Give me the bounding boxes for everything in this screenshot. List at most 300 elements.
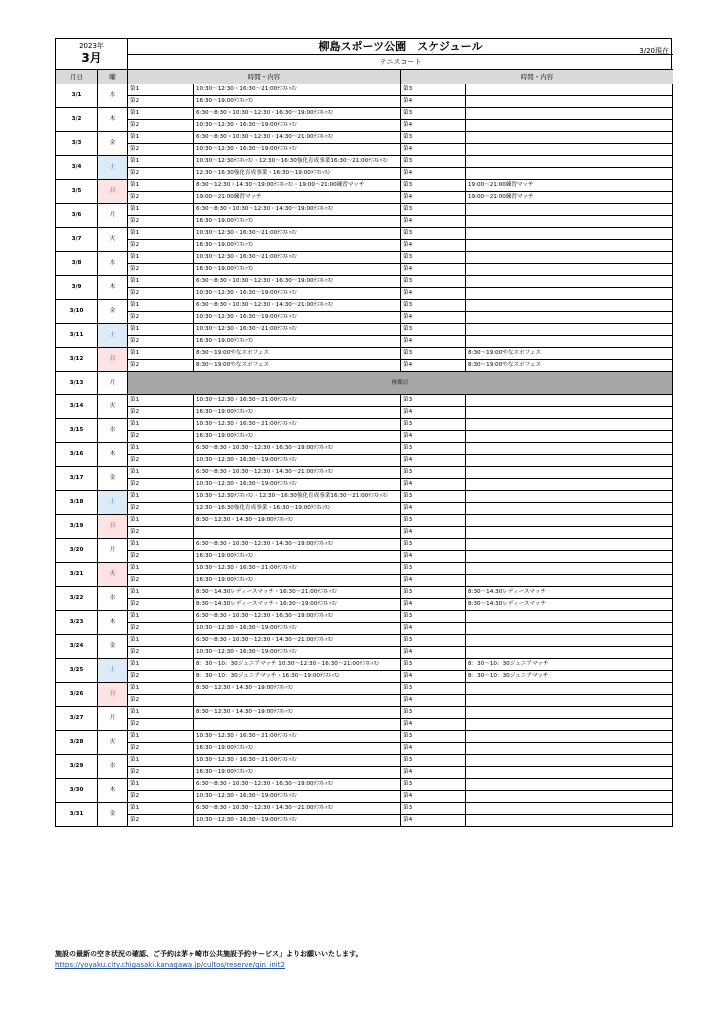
court-4-schedule — [466, 719, 673, 731]
schedule-row — [56, 252, 673, 264]
court-label-3: 第3 — [401, 635, 466, 647]
court-1-schedule: 6:30～8:30・10:30～12:30・16:30～19:00ﾃﾆｽﾚｯｽﾝ — [194, 611, 401, 623]
court-label-3: 第3 — [401, 443, 466, 455]
month-label: 3月 — [81, 51, 102, 65]
reservation-link[interactable]: https://yoyaku.city.chigasaki.kanagawa.jp/cultos/reserve/gin_init2 — [55, 961, 285, 969]
court-3-schedule — [466, 252, 673, 264]
day-date: 3/30 — [56, 779, 98, 803]
court-label-2: 第2 — [128, 455, 194, 467]
court-label-4: 第4 — [401, 264, 466, 276]
court-label-1: 第1 — [128, 300, 194, 312]
court-label-4: 第4 — [401, 455, 466, 467]
schedule-row — [56, 264, 673, 276]
court-label-4: 第4 — [401, 551, 466, 563]
court-label-2: 第2 — [128, 599, 194, 611]
day-of-week: 火 — [98, 731, 128, 755]
schedule-row — [56, 180, 673, 192]
schedule-row — [56, 132, 673, 144]
court-4-schedule — [466, 168, 673, 180]
court-3-schedule — [466, 276, 673, 288]
court-label-1: 第1 — [128, 276, 194, 288]
schedule-row — [56, 216, 673, 228]
court-label-2: 第2 — [128, 407, 194, 419]
day-of-week: 水 — [98, 252, 128, 276]
court-label-4: 第4 — [401, 336, 466, 348]
schedule-row — [56, 719, 673, 731]
court-label-4: 第4 — [401, 719, 466, 731]
court-label-3: 第3 — [401, 515, 466, 527]
court-2-schedule: 12:30～16:30強化育成事業・16:30～19:00ﾃﾆｽﾚｯｽﾝ — [194, 503, 401, 515]
footer-note: 施設の最新の空き状況の確認、ご予約は茅ヶ崎市公共施設予約サービス」よりお願いいたします。 — [55, 950, 363, 958]
court-4-schedule: 8:30～14:30レディースマッチ — [466, 599, 673, 611]
court-label-1: 第1 — [128, 180, 194, 192]
court-label-4: 第4 — [401, 695, 466, 707]
court-1-schedule: 10:30～12:30・16:30～21:00ﾃﾆｽﾚｯｽﾝ — [194, 84, 401, 96]
schedule-row — [56, 587, 673, 599]
schedule-row — [56, 551, 673, 563]
court-label-1: 第1 — [128, 84, 194, 96]
court-4-schedule — [466, 144, 673, 156]
court-label-4: 第4 — [401, 623, 466, 635]
court-2-schedule — [194, 719, 401, 731]
court-2-schedule: 8:30～14:30レディースマッチ・16:30～19:00ﾃﾆｽﾚｯｽﾝ — [194, 599, 401, 611]
day-date: 3/21 — [56, 563, 98, 587]
court-label-2: 第2 — [128, 240, 194, 252]
court-label-1: 第1 — [128, 132, 194, 144]
court-label-4: 第4 — [401, 168, 466, 180]
court-label-3: 第3 — [401, 563, 466, 575]
schedule-row — [56, 755, 673, 767]
court-3-schedule — [466, 228, 673, 240]
day-of-week: 日 — [98, 683, 128, 707]
day-date: 3/26 — [56, 683, 98, 707]
court-1-schedule: 8:30～14:30レディースマッチ・16:30～21:00ﾃﾆｽﾚｯｽﾝ — [194, 587, 401, 599]
court-label-4: 第4 — [401, 288, 466, 300]
day-date: 3/28 — [56, 731, 98, 755]
day-date: 3/18 — [56, 491, 98, 515]
day-of-week: 日 — [98, 180, 128, 204]
court-label-2: 第2 — [128, 503, 194, 515]
court-label-4: 第4 — [401, 671, 466, 683]
court-label-3: 第3 — [401, 587, 466, 599]
court-label-4: 第4 — [401, 767, 466, 779]
schedule-row — [56, 395, 673, 407]
schedule-row — [56, 144, 673, 156]
court-1-schedule: 6:30～8:30・10:30～12:30・16:30～19:00ﾃﾆｽﾚｯｽﾝ — [194, 108, 401, 120]
court-label-1: 第1 — [128, 252, 194, 264]
court-2-schedule: 10:30～12:30・16:30～19:00ﾃﾆｽﾚｯｽﾝ — [194, 791, 401, 803]
schedule-row — [56, 96, 673, 108]
court-label-2: 第2 — [128, 120, 194, 132]
court-2-schedule: 16:30～19:00ﾃﾆｽﾚｯｽﾝ — [194, 551, 401, 563]
court-label-2: 第2 — [128, 791, 194, 803]
day-date: 3/1 — [56, 84, 98, 108]
day-date: 3/3 — [56, 132, 98, 156]
court-label-1: 第1 — [128, 467, 194, 479]
schedule-row — [56, 683, 673, 695]
court-1-schedule: 6:30～8:30・10:30～12:30・14:30～19:00ﾃﾆｽﾚｯｽﾝ — [194, 204, 401, 216]
court-label-4: 第4 — [401, 360, 466, 372]
court-1-schedule: 10:30～12:30・16:30～21:00ﾃﾆｽﾚｯｽﾝ — [194, 755, 401, 767]
day-date: 3/2 — [56, 108, 98, 132]
court-label-2: 第2 — [128, 264, 194, 276]
court-label-3: 第3 — [401, 779, 466, 791]
court-label-3: 第3 — [401, 132, 466, 144]
court-2-schedule: 10:30～12:30・16:30～19:00ﾃﾆｽﾚｯｽﾝ — [194, 144, 401, 156]
court-label-2: 第2 — [128, 431, 194, 443]
schedule-row — [56, 108, 673, 120]
court-label-2: 第2 — [128, 192, 194, 204]
court-label-1: 第1 — [128, 683, 194, 695]
court-1-schedule: 10:30～12:30・16:30～21:00ﾃﾆｽﾚｯｽﾝ — [194, 395, 401, 407]
court-label-1: 第1 — [128, 587, 194, 599]
court-1-schedule: 10:30～12:30ﾃﾆｽﾚｯｽﾝ・12:30～16:30強化育成事業16:30～21:00ﾃﾆｽﾚｯｽﾝ — [194, 491, 401, 503]
court-label-2: 第2 — [128, 743, 194, 755]
court-label-1: 第1 — [128, 755, 194, 767]
day-of-week: 水 — [98, 587, 128, 611]
court-label-4: 第4 — [401, 216, 466, 228]
schedule-row — [56, 300, 673, 312]
court-label-1: 第1 — [128, 491, 194, 503]
court-label-4: 第4 — [401, 479, 466, 491]
col-header-date: 月日 — [56, 70, 98, 84]
court-label-4: 第4 — [401, 240, 466, 252]
day-of-week: 水 — [98, 419, 128, 443]
year-month-box — [56, 39, 128, 69]
court-label-2: 第2 — [128, 479, 194, 491]
court-2-schedule: 10:30～12:30・16:30～19:00ﾃﾆｽﾚｯｽﾝ — [194, 455, 401, 467]
day-date: 3/10 — [56, 300, 98, 324]
day-of-week: 火 — [98, 395, 128, 419]
court-3-schedule — [466, 84, 673, 96]
schedule-row — [56, 276, 673, 288]
court-1-schedule: 10:30～12:30・16:30～21:00ﾃﾆｽﾚｯｽﾝ — [194, 252, 401, 264]
day-of-week: 金 — [98, 132, 128, 156]
court-1-schedule: 6:30～8:30・10:30～12:30・14:30～21:00ﾃﾆｽﾚｯｽﾝ — [194, 635, 401, 647]
court-label-3: 第3 — [401, 84, 466, 96]
court-3-schedule — [466, 491, 673, 503]
court-label-3: 第3 — [401, 180, 466, 192]
day-of-week: 木 — [98, 443, 128, 467]
court-2-schedule — [194, 527, 401, 539]
day-date: 3/20 — [56, 539, 98, 563]
court-4-schedule — [466, 527, 673, 539]
schedule-row — [56, 767, 673, 779]
court-2-schedule: 16:30～19:00ﾃﾆｽﾚｯｽﾝ — [194, 407, 401, 419]
schedule-row — [56, 372, 673, 395]
court-2-schedule: 16:30～19:00ﾃﾆｽﾚｯｽﾝ — [194, 96, 401, 108]
day-of-week: 水 — [98, 755, 128, 779]
court-4-schedule — [466, 623, 673, 635]
court-label-3: 第3 — [401, 108, 466, 120]
court-label-4: 第4 — [401, 431, 466, 443]
court-2-schedule: 8：30～10：30ジュニアマッチ・16:30～19:00ﾃﾆｽﾚｯｽﾝ — [194, 671, 401, 683]
court-label-1: 第1 — [128, 348, 194, 360]
court-label-3: 第3 — [401, 467, 466, 479]
schedule-row — [56, 168, 673, 180]
court-2-schedule: 10:30～12:30・16:30～19:00ﾃﾆｽﾚｯｽﾝ — [194, 647, 401, 659]
court-label-1: 第1 — [128, 324, 194, 336]
court-label-3: 第3 — [401, 395, 466, 407]
day-of-week: 土 — [98, 659, 128, 683]
court-3-schedule — [466, 156, 673, 168]
court-3-schedule — [466, 563, 673, 575]
court-label-4: 第4 — [401, 120, 466, 132]
court-4-schedule — [466, 216, 673, 228]
col-header-dow: 曜 — [98, 70, 128, 84]
court-label-4: 第4 — [401, 96, 466, 108]
as-of-date: 3/20現在 — [639, 47, 669, 55]
schedule-row — [56, 360, 673, 372]
court-1-schedule: 10:30～12:30・16:30～21:00ﾃﾆｽﾚｯｽﾝ — [194, 324, 401, 336]
court-label-1: 第1 — [128, 395, 194, 407]
court-label-3: 第3 — [401, 419, 466, 431]
schedule-sheet — [55, 38, 672, 827]
court-3-schedule — [466, 324, 673, 336]
day-of-week: 月 — [98, 707, 128, 731]
schedule-row — [56, 204, 673, 216]
schedule-row — [56, 407, 673, 419]
day-date: 3/31 — [56, 803, 98, 827]
court-2-schedule: 16:30～19:00ﾃﾆｽﾚｯｽﾝ — [194, 743, 401, 755]
court-label-1: 第1 — [128, 204, 194, 216]
court-4-schedule — [466, 431, 673, 443]
schedule-row — [56, 228, 673, 240]
court-label-3: 第3 — [401, 491, 466, 503]
court-label-2: 第2 — [128, 96, 194, 108]
day-of-week: 金 — [98, 635, 128, 659]
schedule-row — [56, 815, 673, 827]
schedule-row — [56, 599, 673, 611]
court-1-schedule: 6:30～8:30・10:30～12:30・14:30～19:00ﾃﾆｽﾚｯｽﾝ — [194, 539, 401, 551]
day-of-week: 水 — [98, 84, 128, 108]
schedule-row — [56, 348, 673, 360]
court-label-1: 第1 — [128, 803, 194, 815]
schedule-row — [56, 324, 673, 336]
court-3-schedule: 19:00～21:00練習マッチ — [466, 180, 673, 192]
court-1-schedule: 6:30～8:30・10:30～12:30・14:30～21:00ﾃﾆｽﾚｯｽﾝ — [194, 803, 401, 815]
day-date: 3/8 — [56, 252, 98, 276]
court-3-schedule — [466, 204, 673, 216]
court-1-schedule: 8:30～19:00やなスポフェス — [194, 348, 401, 360]
court-3-schedule: 8：30～10：30ジュニアマッチ — [466, 659, 673, 671]
schedule-row — [56, 240, 673, 252]
court-2-schedule: 16:30～19:00ﾃﾆｽﾚｯｽﾝ — [194, 264, 401, 276]
court-label-3: 第3 — [401, 539, 466, 551]
day-date: 3/6 — [56, 204, 98, 228]
day-of-week: 火 — [98, 563, 128, 587]
court-label-2: 第2 — [128, 695, 194, 707]
day-of-week: 月 — [98, 372, 128, 395]
day-of-week: 木 — [98, 108, 128, 132]
day-of-week: 木 — [98, 779, 128, 803]
court-label-4: 第4 — [401, 527, 466, 539]
court-2-schedule: 16:30～19:00ﾃﾆｽﾚｯｽﾝ — [194, 431, 401, 443]
court-label-4: 第4 — [401, 743, 466, 755]
court-label-4: 第4 — [401, 647, 466, 659]
court-label-1: 第1 — [128, 707, 194, 719]
court-1-schedule: 10:30～12:30ﾃﾆｽﾚｯｽﾝ・12:30～16:30強化育成事業16:30～21:00ﾃﾆｽﾚｯｽﾝ — [194, 156, 401, 168]
court-4-schedule: 8：30～10：30ジュニアマッチ — [466, 671, 673, 683]
day-of-week: 木 — [98, 276, 128, 300]
court-4-schedule: 8:30～19:00やなスポフェス — [466, 360, 673, 372]
col-header-time-left: 時間・内容 — [128, 70, 401, 84]
court-3-schedule — [466, 467, 673, 479]
schedule-row — [56, 467, 673, 479]
court-3-schedule — [466, 707, 673, 719]
day-date: 3/4 — [56, 156, 98, 180]
day-date: 3/22 — [56, 587, 98, 611]
court-label-3: 第3 — [401, 611, 466, 623]
court-label-2: 第2 — [128, 671, 194, 683]
court-1-schedule: 8:30～12:30・14:30～19:00ﾃﾆｽﾚｯｽﾝ — [194, 707, 401, 719]
schedule-row — [56, 731, 673, 743]
closed-day-cell: 休館日 — [128, 372, 673, 395]
schedule-row — [56, 695, 673, 707]
day-of-week: 金 — [98, 803, 128, 827]
court-1-schedule: 8:30～12:30・14:30～19:00ﾃﾆｽﾚｯｽﾝ — [194, 683, 401, 695]
court-2-schedule: 16:30～19:00ﾃﾆｽﾚｯｽﾝ — [194, 767, 401, 779]
court-label-3: 第3 — [401, 324, 466, 336]
court-label-3: 第3 — [401, 683, 466, 695]
day-of-week: 火 — [98, 228, 128, 252]
court-label-3: 第3 — [401, 204, 466, 216]
court-label-3: 第3 — [401, 755, 466, 767]
court-label-1: 第1 — [128, 228, 194, 240]
court-4-schedule — [466, 336, 673, 348]
court-label-3: 第3 — [401, 731, 466, 743]
col-header-time-right: 時間・内容 — [520, 73, 554, 81]
court-label-1: 第1 — [128, 731, 194, 743]
court-1-schedule: 8：30～10：30ジュニアマッチ 10:30～12:30・16:30～21:00ﾃﾆｽﾚｯｽﾝ — [194, 659, 401, 671]
day-of-week: 月 — [98, 539, 128, 563]
court-2-schedule: 16:30～19:00ﾃﾆｽﾚｯｽﾝ — [194, 336, 401, 348]
court-label-3: 第3 — [401, 156, 466, 168]
court-4-schedule — [466, 551, 673, 563]
court-4-schedule — [466, 455, 673, 467]
day-of-week: 土 — [98, 156, 128, 180]
schedule-row — [56, 455, 673, 467]
court-4-schedule — [466, 96, 673, 108]
day-of-week: 木 — [98, 611, 128, 635]
day-date: 3/29 — [56, 755, 98, 779]
court-3-schedule — [466, 803, 673, 815]
court-1-schedule: 10:30～12:30・16:30～21:00ﾃﾆｽﾚｯｽﾝ — [194, 731, 401, 743]
court-label-2: 第2 — [128, 527, 194, 539]
court-2-schedule: 16:30～19:00ﾃﾆｽﾚｯｽﾝ — [194, 240, 401, 252]
schedule-row — [56, 779, 673, 791]
court-2-schedule — [194, 695, 401, 707]
day-date: 3/16 — [56, 443, 98, 467]
court-label-3: 第3 — [401, 348, 466, 360]
court-label-2: 第2 — [128, 312, 194, 324]
schedule-row — [56, 527, 673, 539]
facility-name: テニスコート — [128, 54, 673, 69]
court-label-3: 第3 — [401, 659, 466, 671]
court-label-1: 第1 — [128, 419, 194, 431]
court-4-schedule — [466, 120, 673, 132]
court-2-schedule: 12:30～16:30強化育成事業・16:30～19:00ﾃﾆｽﾚｯｽﾝ — [194, 168, 401, 180]
schedule-row — [56, 120, 673, 132]
court-3-schedule — [466, 731, 673, 743]
court-label-2: 第2 — [128, 647, 194, 659]
court-2-schedule: 19:00～21:00練習マッチ — [194, 192, 401, 204]
court-label-1: 第1 — [128, 515, 194, 527]
footer — [55, 949, 362, 971]
schedule-row — [56, 707, 673, 719]
court-2-schedule: 10:30～12:30・16:30～19:00ﾃﾆｽﾚｯｽﾝ — [194, 623, 401, 635]
court-label-2: 第2 — [128, 144, 194, 156]
court-4-schedule — [466, 312, 673, 324]
court-3-schedule: 8:30～14:30レディースマッチ — [466, 587, 673, 599]
court-2-schedule: 16:30～19:00ﾃﾆｽﾚｯｽﾝ — [194, 216, 401, 228]
court-3-schedule — [466, 300, 673, 312]
day-of-week: 金 — [98, 467, 128, 491]
schedule-body — [56, 84, 673, 827]
day-of-week: 日 — [98, 348, 128, 372]
court-1-schedule: 6:30～8:30・10:30～12:30・14:30～21:00ﾃﾆｽﾚｯｽﾝ — [194, 132, 401, 144]
schedule-row — [56, 84, 673, 96]
court-label-3: 第3 — [401, 252, 466, 264]
day-date: 3/12 — [56, 348, 98, 372]
court-4-schedule — [466, 240, 673, 252]
court-3-schedule: 8:30～19:00やなスポフェス — [466, 348, 673, 360]
court-4-schedule — [466, 767, 673, 779]
sheet-header — [55, 38, 672, 84]
schedule-row — [56, 611, 673, 623]
court-2-schedule: 10:30～12:30・16:30～19:00ﾃﾆｽﾚｯｽﾝ — [194, 312, 401, 324]
schedule-row — [56, 575, 673, 587]
court-1-schedule: 10:30～12:30・16:30～21:00ﾃﾆｽﾚｯｽﾝ — [194, 228, 401, 240]
court-label-4: 第4 — [401, 407, 466, 419]
court-label-2: 第2 — [128, 551, 194, 563]
court-label-1: 第1 — [128, 539, 194, 551]
court-4-schedule — [466, 288, 673, 300]
schedule-row — [56, 288, 673, 300]
court-label-3: 第3 — [401, 276, 466, 288]
court-label-2: 第2 — [128, 767, 194, 779]
court-3-schedule — [466, 539, 673, 551]
day-date: 3/19 — [56, 515, 98, 539]
court-4-schedule — [466, 407, 673, 419]
day-date: 3/24 — [56, 635, 98, 659]
day-date: 3/23 — [56, 611, 98, 635]
schedule-row — [56, 503, 673, 515]
court-3-schedule — [466, 779, 673, 791]
court-2-schedule: 10:30～12:30・16:30～19:00ﾃﾆｽﾚｯｽﾝ — [194, 120, 401, 132]
court-label-3: 第3 — [401, 707, 466, 719]
court-4-schedule — [466, 647, 673, 659]
schedule-row — [56, 563, 673, 575]
court-3-schedule — [466, 443, 673, 455]
court-4-schedule — [466, 264, 673, 276]
court-1-schedule: 8:30～12:30・14:30～19:00ﾃﾆｽﾚｯｽﾝ — [194, 515, 401, 527]
court-1-schedule: 6:30～8:30・10:30～12:30・16:30～19:00ﾃﾆｽﾚｯｽﾝ — [194, 443, 401, 455]
court-label-4: 第4 — [401, 791, 466, 803]
court-4-schedule — [466, 575, 673, 587]
day-date: 3/7 — [56, 228, 98, 252]
day-date: 3/13 — [56, 372, 98, 395]
court-3-schedule — [466, 755, 673, 767]
day-date: 3/11 — [56, 324, 98, 348]
court-3-schedule — [466, 683, 673, 695]
court-label-4: 第4 — [401, 312, 466, 324]
court-label-4: 第4 — [401, 575, 466, 587]
day-of-week: 金 — [98, 300, 128, 324]
day-date: 3/9 — [56, 276, 98, 300]
schedule-row — [56, 156, 673, 168]
schedule-row — [56, 419, 673, 431]
